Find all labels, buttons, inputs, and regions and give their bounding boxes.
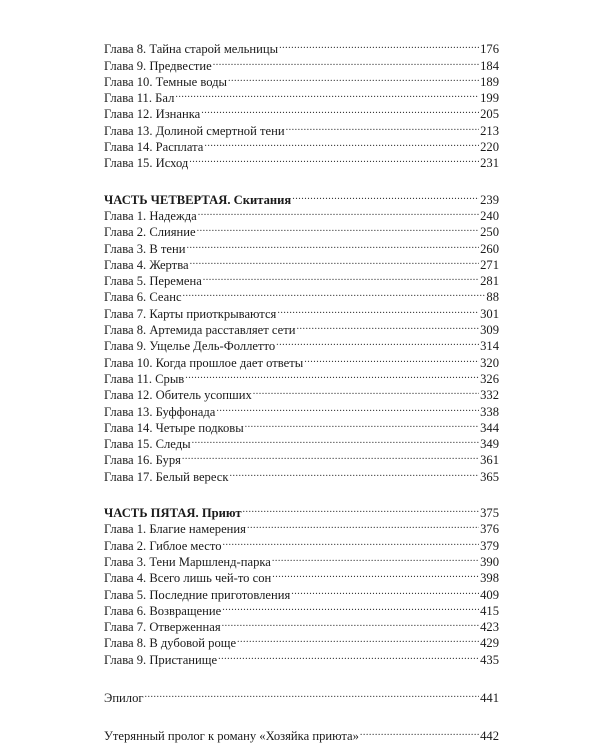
entry-title: Глава 14. Расплата (104, 140, 204, 155)
dot-leader (145, 686, 480, 702)
entry-title: Глава 5. Перемена (104, 274, 202, 289)
part-heading (104, 505, 242, 521)
entry-page: 398 (480, 571, 499, 586)
dot-leader (222, 599, 479, 615)
part-number: ЧАСТЬ ПЯТАЯ. (104, 506, 199, 521)
dot-leader (175, 86, 479, 102)
entry-page: 189 (480, 74, 499, 89)
entry-page: 239 (480, 192, 499, 207)
entry-page: 199 (480, 91, 499, 106)
dot-leader (223, 533, 480, 549)
dot-leader (291, 582, 479, 598)
entry-page: 314 (480, 339, 499, 354)
lost-prologue-entry[interactable] (104, 724, 499, 744)
dot-leader (186, 236, 479, 252)
dot-leader (216, 399, 479, 415)
entry-title: Глава 8. В дубовой роще (104, 636, 237, 651)
entry-title: Глава 4. Всего лишь чей-то сон (104, 571, 272, 586)
entry-title: Эпилог (104, 690, 144, 705)
entry-page: 320 (480, 355, 499, 370)
entry-title: Глава 6. Возвращение (104, 603, 222, 618)
dot-leader (237, 631, 479, 647)
entry-page: 250 (480, 225, 499, 240)
entry-page: 390 (480, 554, 499, 569)
dot-leader (185, 367, 479, 383)
entry-page: 441 (480, 690, 499, 705)
entry-title: Глава 4. Жертва (104, 257, 189, 272)
dot-leader (197, 220, 480, 236)
dot-leader (272, 566, 479, 582)
dot-leader (213, 53, 479, 69)
entry-title: Глава 1. Надежда (104, 208, 197, 223)
entry-page: 88 (486, 290, 499, 305)
dot-leader (204, 135, 479, 151)
entry-page: 349 (480, 437, 499, 452)
entry-title: Глава 2. Слияние (104, 225, 196, 240)
part-subtitle: Скитания (233, 192, 292, 207)
dot-leader (192, 432, 480, 448)
part-4-section (104, 187, 499, 484)
entry-page: 442 (480, 729, 499, 744)
entry-page: 301 (480, 306, 499, 321)
entry-title: Глава 15. Следы (104, 437, 191, 452)
entry-page: 332 (480, 388, 499, 403)
dot-leader (218, 647, 479, 663)
entry-page: 375 (480, 506, 499, 521)
entry-page: 376 (480, 522, 499, 537)
entry-title: Глава 13. Долиной смертной тени (104, 123, 285, 138)
entry-page: 281 (480, 274, 499, 289)
entry-page: 220 (480, 140, 499, 155)
dot-leader (228, 70, 479, 86)
entry-title: Глава 9. Пристанище (104, 652, 218, 667)
part-heading-row[interactable] (104, 501, 499, 521)
part-heading-row[interactable] (104, 187, 499, 207)
entry-page: 231 (480, 156, 499, 171)
dot-leader (276, 334, 479, 350)
entry-page: 184 (480, 58, 499, 73)
entry-title: Глава 11. Бал (104, 91, 175, 106)
part-subtitle: Приют (201, 506, 242, 521)
dot-leader (292, 187, 479, 203)
dot-leader (203, 269, 479, 285)
entry-title: Глава 14. Четыре подковы (104, 420, 244, 435)
entry-page: 176 (480, 42, 499, 57)
entry-title: Глава 1. Благие намерения (104, 522, 246, 537)
entry-page: 344 (480, 420, 499, 435)
entry-title: Глава 10. Темные воды (104, 74, 227, 89)
dot-leader (279, 37, 479, 53)
dot-leader (190, 253, 480, 269)
entry-page: 338 (480, 404, 499, 419)
entry-title: Глава 12. Обитель усопших (104, 388, 252, 403)
entry-title: Глава 7. Отверженная (104, 620, 221, 635)
dot-leader (183, 285, 486, 301)
entry-page: 379 (480, 538, 499, 553)
entry-title: Глава 9. Ущелье Дель-Фоллетто (104, 339, 276, 354)
dot-leader (243, 501, 480, 517)
dot-leader (247, 517, 479, 533)
entry-title: Глава 12. Изнанка (104, 107, 201, 122)
part-5-section (104, 501, 499, 667)
entry-title: Глава 9. Предвестие (104, 58, 212, 73)
entry-page: 429 (480, 636, 499, 651)
epilogue-entry[interactable] (104, 686, 499, 705)
part-3-chapter-list (104, 37, 499, 171)
table-of-contents (104, 37, 499, 744)
dot-leader (304, 350, 479, 366)
entry-title: Утерянный пролог к роману «Хозяйка приюта» (104, 729, 359, 744)
dot-leader (201, 102, 479, 118)
entry-page: 409 (480, 587, 499, 602)
entry-page: 415 (480, 603, 499, 618)
entry-title: Глава 5. Последние приготовления (104, 587, 291, 602)
dot-leader (296, 318, 479, 334)
entry-title: Глава 15. Исход (104, 156, 189, 171)
dot-leader (286, 118, 480, 134)
entry-title: Глава 16. Буря (104, 453, 181, 468)
entry-page: 309 (480, 323, 499, 338)
entry-page: 260 (480, 241, 499, 256)
entry-page: 240 (480, 208, 499, 223)
entry-title: Глава 3. В тени (104, 241, 186, 256)
dot-leader (245, 416, 479, 432)
entry-title: Глава 8. Артемида расставляет сети (104, 323, 296, 338)
part-number: ЧАСТЬ ЧЕТВЕРТАЯ. (104, 192, 231, 207)
entry-title: Глава 17. Белый вереск (104, 469, 229, 484)
entry-title: Глава 10. Когда прошлое дает ответы (104, 355, 304, 370)
entry-title: Глава 6. Сеанс (104, 290, 182, 305)
dot-leader (222, 615, 479, 631)
entry-page: 213 (480, 123, 499, 138)
dot-leader (198, 204, 479, 220)
entry-title: Глава 8. Тайна старой мельницы (104, 42, 279, 57)
entry-title: Глава 13. Буффонада (104, 404, 216, 419)
entry-page: 205 (480, 107, 499, 122)
dot-leader (277, 301, 479, 317)
entry-title: Глава 2. Гиблое место (104, 538, 222, 553)
dot-leader (182, 448, 479, 464)
entry-page: 365 (480, 469, 499, 484)
toc-entry[interactable] (104, 37, 499, 57)
dot-leader (189, 151, 479, 167)
entry-page: 326 (480, 371, 499, 386)
dot-leader (360, 724, 479, 740)
entry-page: 271 (480, 257, 499, 272)
entry-page: 361 (480, 453, 499, 468)
entry-page: 435 (480, 652, 499, 667)
entry-title: Глава 11. Срыв (104, 371, 185, 386)
entry-title: Глава 7. Карты приоткрываются (104, 306, 277, 321)
entry-title: Глава 3. Тени Маршленд-парка (104, 554, 271, 569)
dot-leader (253, 383, 479, 399)
dot-leader (229, 464, 479, 480)
entry-page: 423 (480, 620, 499, 635)
dot-leader (272, 550, 479, 566)
